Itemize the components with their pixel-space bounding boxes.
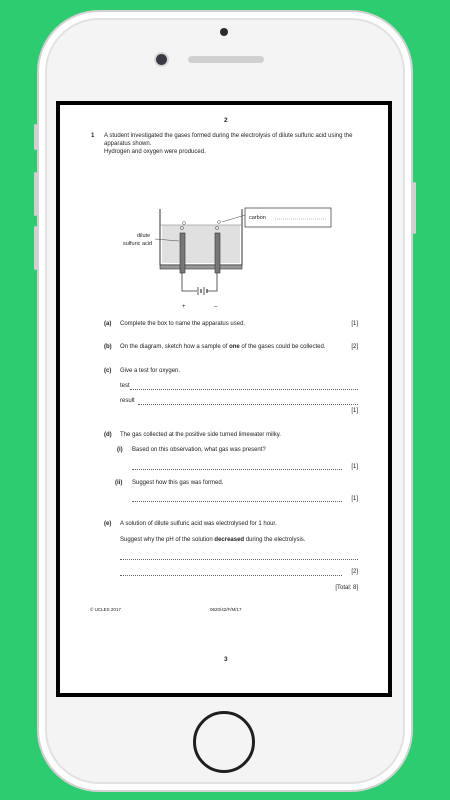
minus-terminal: – — [214, 304, 218, 310]
part-d-ii-mark: [1] — [351, 496, 358, 502]
footer-paper-code: 0620/42/F/M/17 — [210, 607, 242, 612]
part-d-i-text: Based on this observation, what gas was present? — [132, 447, 266, 453]
part-c-mark: [1] — [351, 408, 358, 414]
part-d-ii-number: (ii) — [115, 480, 123, 486]
part-e-text: A solution of dilute sulfuric acid was electrolysed for 1 hour. — [120, 521, 277, 527]
footer-copyright: © UCLES 2017 — [90, 607, 121, 612]
power-button — [413, 182, 416, 234]
part-c-letter: (c) — [104, 368, 112, 374]
electrolysis-diagram — [115, 203, 345, 313]
earpiece-speaker — [188, 56, 264, 63]
part-e-line-2: Suggest why the pH of the solution decreased during the electrolysis. — [120, 537, 306, 543]
part-e-letter: (e) — [104, 521, 112, 527]
result-label: result — [120, 398, 135, 404]
acid-solution — [162, 225, 240, 263]
bubble — [183, 222, 186, 225]
part-d-i-number: (i) — [117, 447, 123, 453]
part-d-i-mark: [1] — [351, 464, 358, 470]
part-d-i-answer-line[interactable] — [132, 469, 342, 470]
plus-terminal: + — [182, 304, 186, 310]
volume-down-button — [34, 226, 37, 270]
part-d-letter: (d) — [104, 432, 112, 438]
question-number: 1 — [91, 133, 95, 139]
exam-page[interactable] — [60, 105, 388, 693]
total-marks: [Total: 8] — [335, 585, 358, 591]
part-b-mark: [2] — [351, 344, 358, 350]
screen — [56, 101, 392, 697]
part-d-ii-text: Suggest how this gas was formed. — [132, 480, 224, 486]
wire-right — [207, 273, 217, 291]
beaker-base — [160, 265, 242, 269]
part-a-text: Complete the box to name the apparatus used. — [120, 321, 246, 327]
part-e-mark: [2] — [351, 569, 358, 575]
part-d-ii-answer-line[interactable] — [132, 501, 342, 502]
bubble — [218, 221, 221, 224]
part-b-letter: (b) — [104, 344, 112, 350]
part-b-text: On the diagram, sketch how a sample of one of the gases could be collected. — [120, 344, 326, 350]
part-d-text: The gas collected at the positive side turned limewater milky. — [120, 432, 281, 438]
electrode-right — [215, 233, 220, 273]
acid-label-line-1: dilute — [137, 233, 151, 239]
part-a-letter: (a) — [104, 321, 112, 327]
intro-line-2: apparatus shown. — [104, 141, 152, 147]
result-answer-line[interactable] — [138, 404, 358, 405]
part-c-text: Give a test for oxygen. — [120, 368, 181, 374]
wire-left — [182, 273, 197, 291]
intro-line-3: Hydrogen and oxygen were produced. — [104, 149, 206, 155]
test-answer-line[interactable] — [130, 389, 358, 390]
volume-up-button — [34, 172, 37, 216]
part-e-answer-line-1[interactable] — [120, 559, 358, 560]
front-camera — [156, 54, 167, 65]
carbon-label: carbon — [249, 215, 266, 221]
part-e-answer-line-2[interactable] — [120, 575, 342, 576]
test-label: test — [120, 383, 130, 389]
sensor-dot — [220, 28, 228, 36]
page-number-top: 2 — [224, 117, 228, 124]
page-number-bottom: 3 — [224, 656, 228, 663]
acid-label-line-2: sulfuric acid — [123, 241, 153, 247]
home-button[interactable] — [193, 711, 255, 773]
electrode-left — [180, 233, 185, 273]
part-a-mark: [1] — [351, 321, 358, 327]
intro-line-1: A student investigated the gases formed during the electrolysis of dilute sulfuric acid using the — [104, 133, 353, 139]
mute-switch — [34, 124, 37, 150]
